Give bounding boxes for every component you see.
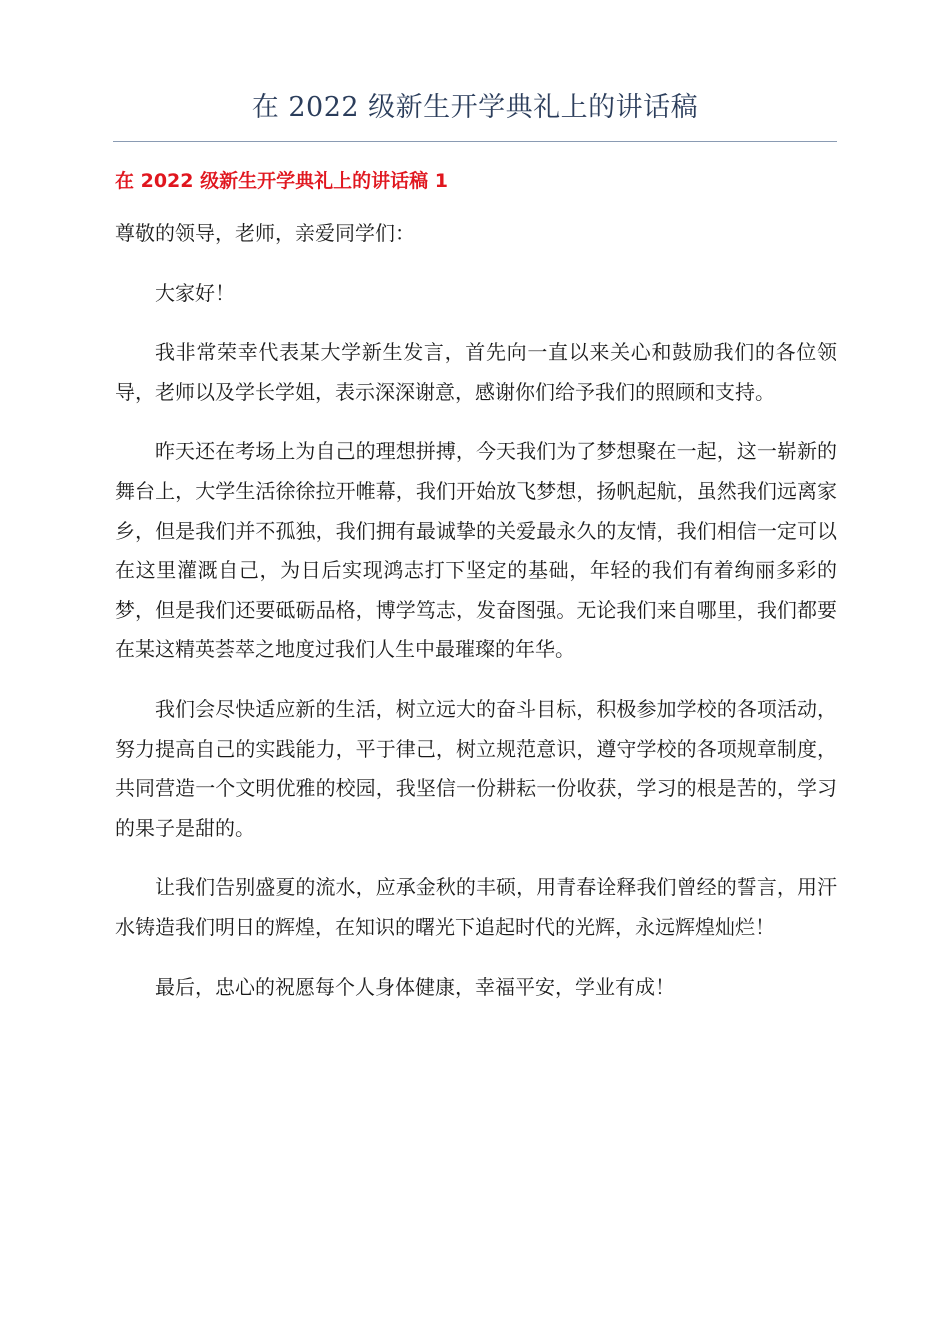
closing-paragraph: 最后，忠心的祝愿每个人身体健康，幸福平安，学业有成！ (155, 974, 675, 999)
section-heading: 在 2022 级新生开学典礼上的讲话稿 1 (115, 170, 448, 192)
body-paragraph: 我们会尽快适应新的生活，树立远大的奋斗目标，积极参加学校的各项活动，努力提高自己的实践能力，平于律己，树立规范意识，遵守学校的各项规章制度，共同营造一个文明优雅的校园，我坚信一份耕耘一份收获，学习的根是苦的，学习的果子是甜的。 (115, 696, 837, 840)
document-body (115, 214, 837, 1027)
title-underline-divider (113, 141, 837, 142)
body-paragraph: 昨天还在考场上为自己的理想拼搏，今天我们为了梦想聚在一起，这一崭新的舞台上，大学生活徐徐拉开帷幕，我们开始放飞梦想，扬帆起航，虽然我们远离家乡，但是我们并不孤独，我们拥有最诚挚的关爱最永久的友情，我们相信一定可以在这里灌溉自己，为日后实现鸿志打下坚定的基础，年轻的我们有着绚丽多彩的梦，但是我们还要砥砺品格，博学笃志，发奋图强。无论我们来自哪里，我们都要在某这精英荟萃之地度过我们人生中最璀璨的年华。 (115, 439, 837, 662)
body-paragraph: 我非常荣幸代表某大学新生发言，首先向一直以来关心和鼓励我们的各位领导，老师以及学长学姐，表示深深谢意，感谢你们给予我们的照顾和支持。 (115, 340, 837, 404)
greeting-paragraph: 大家好！ (155, 280, 235, 305)
salutation-paragraph: 尊敬的领导，老师，亲爱同学们： (115, 221, 415, 245)
document-title: 在 2022 级新生开学典礼上的讲话稿 (251, 92, 699, 123)
body-paragraph: 让我们告别盛夏的流水，应承金秋的丰硕，用青春诠释我们曾经的誓言，用汗水铸造我们明日的辉煌，在知识的曙光下追起时代的光辉，永远辉煌灿烂！ (115, 875, 837, 939)
